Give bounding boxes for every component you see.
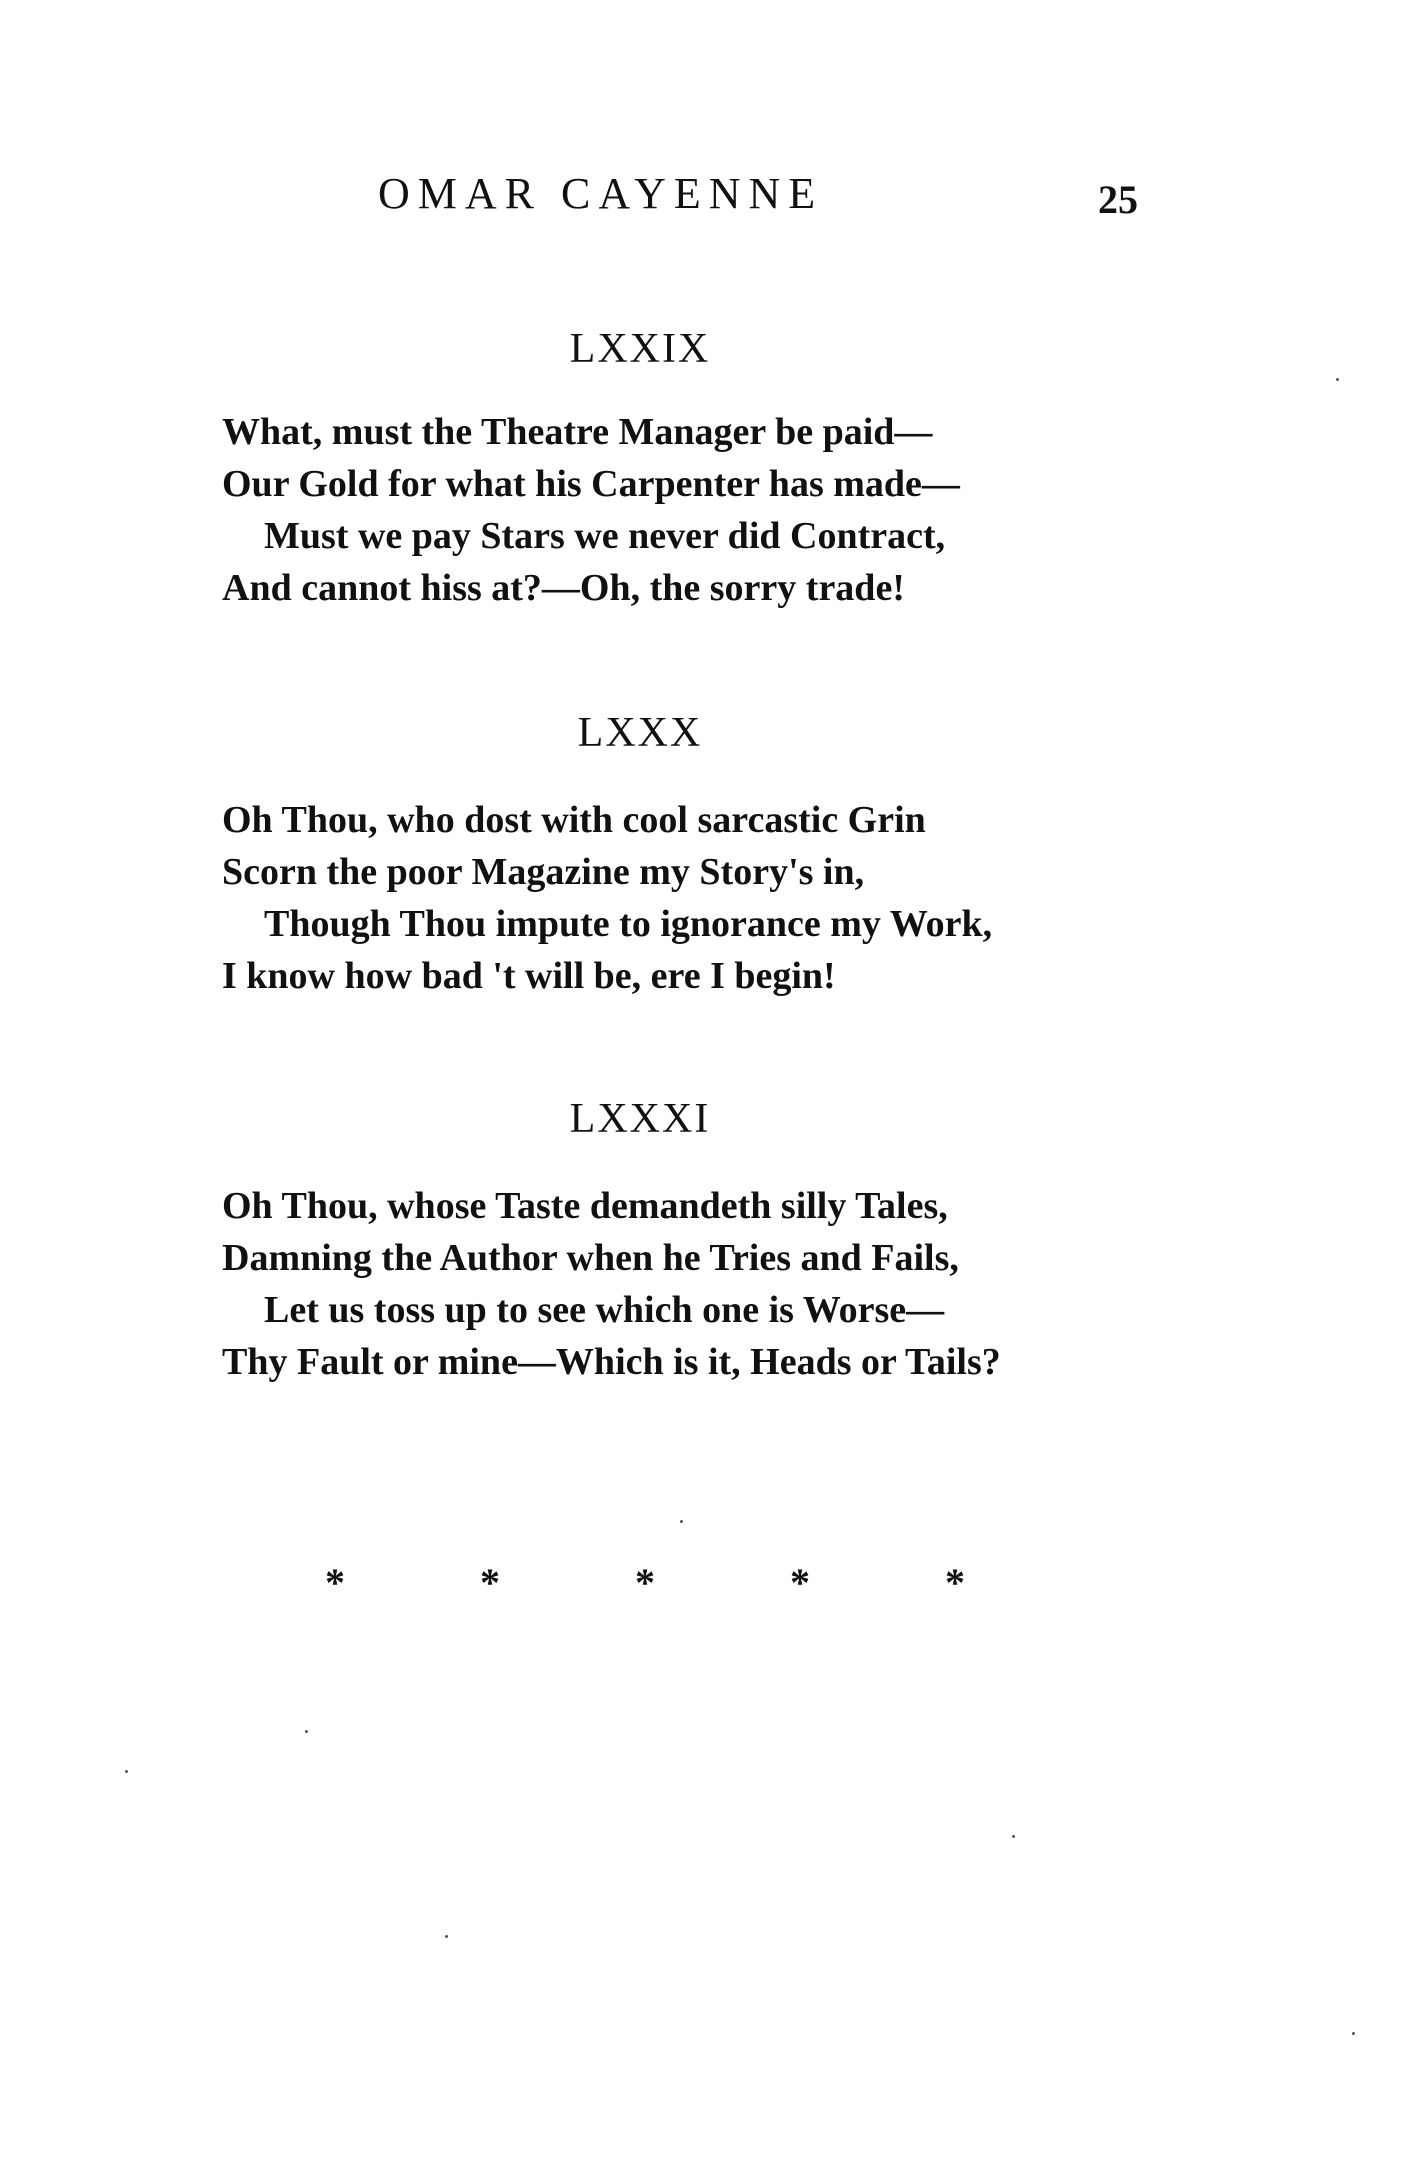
verse-line: Must we pay Stars we never did Contract, — [264, 515, 946, 557]
verse-line: Oh Thou, who dost with cool sarcastic Grin — [222, 799, 926, 841]
scan-speck — [1352, 2032, 1355, 2035]
scan-speck — [445, 1935, 448, 1938]
verse-line: What, must the Theatre Manager be paid— — [222, 411, 933, 453]
verse-line: Oh Thou, whose Taste demandeth silly Tales, — [222, 1185, 948, 1227]
scan-speck — [680, 1520, 683, 1523]
stanza-heading: LXXXI — [569, 1096, 711, 1142]
running-title: OMAR CAYENNE — [378, 169, 824, 218]
verse-line: I know how bad 't will be, ere I begin! — [222, 955, 836, 997]
asterisk-ornament: * — [945, 1560, 965, 1605]
asterisk-ornament: * — [635, 1560, 655, 1605]
verse-line: Damning the Author when he Tries and Fails, — [222, 1237, 959, 1279]
page-number: 25 — [1098, 177, 1138, 222]
asterisk-ornament: * — [790, 1560, 810, 1605]
verse-line: Let us toss up to see which one is Worse— — [264, 1289, 945, 1331]
verse-line: Though Thou impute to ignorance my Work, — [264, 903, 993, 945]
scan-speck — [305, 1730, 308, 1733]
scan-speck — [1336, 378, 1339, 381]
verse-line: Scorn the poor Magazine my Story's in, — [222, 851, 865, 893]
asterisk-ornament: * — [480, 1560, 500, 1605]
stanza — [222, 1180, 1001, 1388]
stanza — [222, 406, 960, 614]
stanza-heading: LXXX — [577, 710, 703, 756]
scan-speck — [1012, 1835, 1015, 1838]
stanza — [222, 794, 992, 1002]
verse-line: And cannot hiss at?—Oh, the sorry trade! — [222, 567, 905, 609]
verse-line: Our Gold for what his Carpenter has made— — [222, 463, 960, 505]
section-break-ornament — [325, 1560, 965, 1605]
asterisk-ornament: * — [325, 1560, 345, 1605]
scan-speck — [125, 1770, 128, 1773]
verse-line: Thy Fault or mine—Which is it, Heads or Tails? — [222, 1341, 1001, 1383]
stanza-heading: LXXIX — [569, 326, 711, 372]
